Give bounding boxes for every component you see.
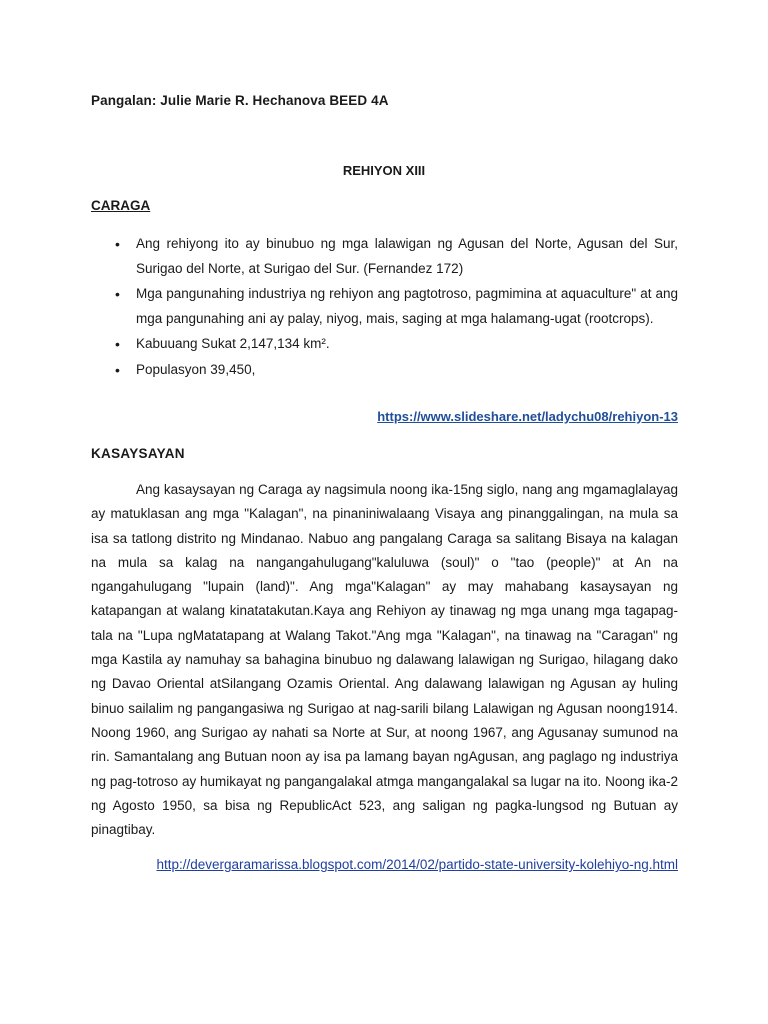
region-facts-list bbox=[91, 232, 678, 383]
list-item bbox=[91, 332, 678, 357]
list-item-text: Kabuuang Sukat 2,147,134 km². bbox=[136, 336, 330, 351]
slideshare-source-link[interactable]: https://www.slideshare.net/ladychu08/rehiyon-13 bbox=[377, 409, 678, 424]
history-heading: KASAYSAYAN bbox=[91, 446, 185, 461]
list-item bbox=[91, 232, 678, 281]
bullet-icon: • bbox=[115, 336, 120, 352]
bullet-icon: • bbox=[115, 361, 120, 378]
list-item bbox=[91, 282, 678, 331]
bullet-icon: • bbox=[115, 286, 120, 302]
region-name-heading: CARAGA bbox=[91, 198, 151, 213]
student-name-line: Pangalan: Julie Marie R. Hechanova BEED 4A bbox=[91, 93, 389, 108]
list-item-text: Ang rehiyong ito ay binubuo ng mga lalawigan ng Agusan del Norte, Agusan del Sur, Surigao del Norte, at Surigao del Sur. (Fernandez 172) bbox=[136, 236, 678, 276]
bullet-icon: • bbox=[115, 236, 120, 252]
region-title: REHIYON XIII bbox=[342, 163, 426, 178]
list-item bbox=[91, 358, 678, 383]
blogspot-source-link[interactable]: http://devergaramarissa.blogspot.com/2014/02/partido-state-university-kolehiyo-ng.html bbox=[156, 857, 678, 872]
history-paragraph: Ang kasaysayan ng Caraga ay nagsimula noong ika-15ng siglo, nang ang mgamaglalayag ay matuklasan ang mga "Kalagan", na pinaniniwalaang Visaya ang pinanggalingan, na mula sa isa sa tatlong distrito ng Mindanao. Nabuo ang pangalang Caraga sa salitang Bisaya na kalagan na mula sa kalag na nangangahulugang"kaluluwa (soul)" o "tao (people)" at An na ngangahulugang "lupain (land)". Ang mga"Kalagan" ay may mahabang kasaysayan ng katapangan at walang kinatatakutan.Kaya ang Rehiyon ay tinawag ng mga unang mga tagapag-tala na "Lupa ngMatatapang at Walang Takot."Ang mga "Kalagan", na tinawag na "Caragan" ng mga Kastila ay namuhay sa bahagina binubuo ng dalawang lalawigan ng Surigao, hilagang dako ng Davao Oriental atSilangang Ozamis Oriental. Ang dalawang lalawigan ng Agusan ay huling binuo sailalim ng pangangasiwa ng Surigao at nag-sarili bilang Lalawigan ng Agusan noong1914. Noong 1960, ang Surigao ay nahati sa Norte at Sur, at noong 1967, ang Agusanay sumunod na rin. Samantalang ang Butuan noon ay isa pa lamang bayan ngAgusan, ang paglago ng industriya ng pag-totroso ay humikayat ng pangangalakal atmga mangangalakal sa lugar na ito. Noong ika-2 ng Agosto 1950, sa bisa ng RepublicAct 523, ang saligan ng pagka-lungsod ng Butuan ay pinagtibay. bbox=[91, 482, 678, 838]
list-item-text: Populasyon 39,450, bbox=[136, 361, 256, 377]
list-item-text: Mga pangunahing industriya ng rehiyon ang pagtotroso, pagmimina at aquaculture" at ang mga pangunahing ani ay palay, niyog, mais, saging at mga halamang-ugat (rootcrops). bbox=[136, 286, 678, 326]
